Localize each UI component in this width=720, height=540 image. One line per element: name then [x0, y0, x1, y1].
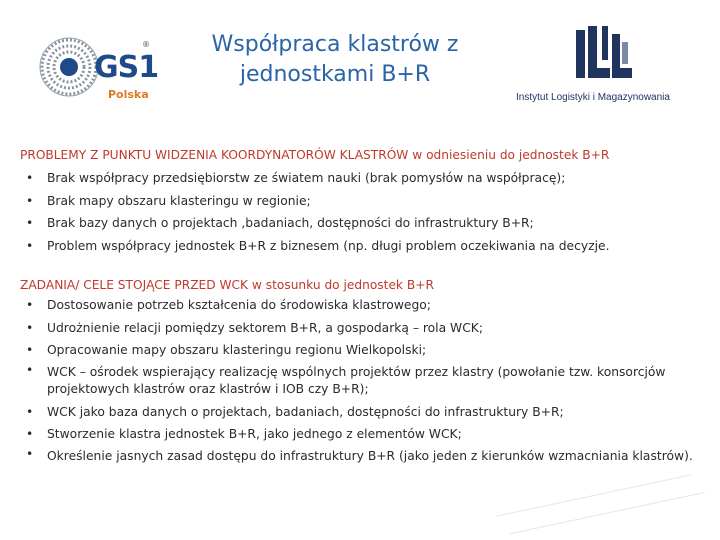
list-item: • Brak mapy obszaru klasteringu w regionie; [20, 190, 710, 213]
section-heading-main: ZADANIA/ CELE STOJĄCE PRZED WCK [20, 278, 249, 292]
section-heading [20, 277, 710, 294]
list-item: • Problem współpracy jednostek B+R z biznesem (np. długi problem oczekiwania na decyzje. [20, 235, 710, 258]
ilim-logo-icon [574, 24, 634, 84]
list-item: • Udrożnienie relacji pomiędzy sektorem B+R, a gospodarką – rola WCK; [20, 317, 710, 340]
list-item: • Brak bazy danych o projektach ,badaniach, dostępności do infrastruktury B+R; [20, 212, 710, 235]
gs1-subtitle: Polska [108, 88, 149, 101]
list-item: • Określenie jasnych zasad dostępu do infrastruktury B+R (jako jeden z kierunków wzmacniania klastrów). [20, 446, 710, 468]
gs1-brand: GS1 [94, 50, 159, 85]
section-heading-main: PROBLEMY Z PUNKTU WIDZENIA KOORDYNATORÓW KLASTRÓW [20, 148, 409, 162]
list-item: • WCK – ośrodek wspierający realizację wspólnych projektów przez klastry (powołanie tzw. konsorcjów projektowych klastrów oraz klastrów i IOB czy B+R); [20, 362, 710, 401]
spacer [20, 257, 710, 277]
bullet-list [20, 167, 710, 257]
section-tasks [20, 277, 710, 468]
section-heading-rest: w stosunku do jednostek B+R [248, 278, 434, 292]
gs1-logo [38, 36, 168, 106]
content [20, 147, 710, 468]
list-item: • Stworzenie klastra jednostek B+R, jako jednego z elementów WCK; [20, 423, 710, 446]
bullet-list [20, 294, 710, 468]
ilim-logo [510, 24, 705, 110]
gs1-registered-mark: ® [142, 40, 150, 49]
gs1-logo-icon [38, 36, 100, 98]
list-item: • Opracowanie mapy obszaru klasteringu regionu Wielkopolski; [20, 339, 710, 362]
section-heading [20, 147, 710, 164]
list-item: • Dostosowanie potrzeb kształcenia do środowiska klastrowego; [20, 294, 710, 317]
section-problems [20, 147, 710, 257]
list-item: • WCK jako baza danych o projektach, badaniach, dostępności do infrastruktury B+R; [20, 401, 710, 424]
ilim-name: Instytut Logistyki i Magazynowania [516, 92, 670, 103]
binary-watermark [484, 464, 714, 534]
page-title: Współpraca klastrów z jednostkami B+R [211, 32, 459, 87]
section-heading-rest: w odniesieniu do jednostek B+R [408, 148, 610, 162]
binary-pattern-icon [484, 464, 714, 534]
list-item: • Brak współpracy przedsiębiorstw ze światem nauki (brak pomysłów na współpracę); [20, 167, 710, 190]
